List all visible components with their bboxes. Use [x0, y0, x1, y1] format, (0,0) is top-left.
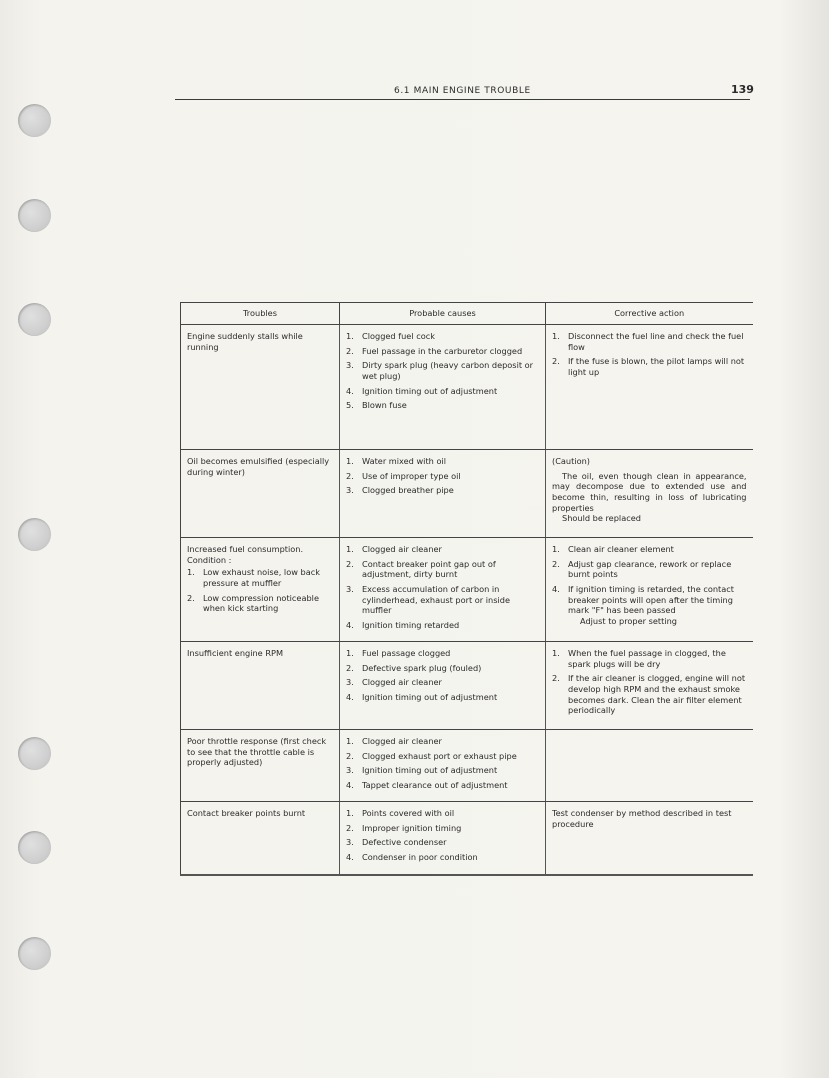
table-header-row: [181, 303, 753, 325]
caution-paragraph: The oil, even though clean in appearance, may decompose due to extended use and become thin, resulting in loss of lubricating properties: [552, 470, 747, 513]
list-item: 4. Ignition timing out of adjustment: [346, 691, 498, 702]
trouble-cell: [181, 538, 340, 642]
trouble-text: Engine suddenly stalls while running: [187, 331, 303, 352]
binder-hole: [18, 199, 51, 232]
list-item: 3. Dirty spark plug (heavy carbon deposit or wet plug): [346, 360, 534, 381]
section-title: 6.1 MAIN ENGINE TROUBLE: [394, 86, 531, 96]
trouble-text: Oil becomes emulsified (especially during winter): [187, 456, 330, 477]
page-number: 139: [731, 83, 754, 96]
list-item: 4. If ignition timing is retarded, the contact breaker points will open after the timing mark "F" has been passed: [552, 583, 734, 616]
list-item: 5. Blown fuse: [346, 400, 407, 411]
list-item: 2. Fuel passage in the carburetor clogged: [346, 345, 523, 356]
list-item: 3. Ignition timing out of adjustment: [346, 765, 498, 776]
list-item: 3. Defective condenser: [346, 837, 447, 848]
list-item: 1. Points covered with oil: [346, 808, 455, 818]
caution-label: (Caution): [552, 456, 590, 466]
list-item: 1. Water mixed with oil: [346, 456, 447, 466]
list-item: 1. Disconnect the fuel line and check the fuel flow: [552, 331, 744, 352]
list-item: 2. If the air cleaner is clogged, engine will not develop high RPM and the exhaust smoke becomes dark. Clean the air filter element periodically: [552, 673, 746, 716]
binder-hole: [18, 937, 51, 970]
trouble-cell: [181, 802, 340, 875]
list-item: 3. Clogged breather pipe: [346, 485, 454, 496]
trouble-cell: [181, 730, 340, 802]
list-item: 2. Clogged exhaust port or exhaust pipe: [346, 750, 517, 761]
list-item: 4. Ignition timing retarded: [346, 619, 460, 630]
causes-cell: [340, 642, 546, 730]
binder-hole: [18, 831, 51, 864]
table-row: [181, 730, 753, 802]
list-item: 2. Improper ignition timing: [346, 822, 462, 833]
trouble-cell: [181, 642, 340, 730]
causes-cell: [340, 538, 546, 642]
list-item: 3. Clogged air cleaner: [346, 677, 442, 688]
action-note: Should be replaced: [562, 513, 641, 524]
list-item: 1. Clogged air cleaner: [346, 736, 442, 746]
binder-hole: [18, 104, 51, 137]
trouble-text: Contact breaker points burnt: [187, 808, 306, 818]
list-item: 2. Low compression noticeable when kick starting: [187, 592, 319, 614]
actions-cell: [546, 730, 753, 802]
list-item: 1. Clogged air cleaner: [346, 544, 442, 554]
condition-label: Condition :: [187, 554, 232, 565]
list-item: 4. Ignition timing out of adjustment: [346, 385, 498, 396]
actions-cell: [546, 642, 753, 730]
list-item: 1. Fuel passage clogged: [346, 648, 451, 658]
column-header-causes: Probable causes: [340, 303, 546, 325]
trouble-cell: [181, 325, 340, 450]
troubleshooting-table: [180, 302, 753, 876]
trouble-text: Poor throttle response (first check to see that the throttle cable is properly adjusted): [187, 736, 327, 768]
list-item: 2. Adjust gap clearance, rework or replace burnt points: [552, 558, 732, 580]
actions-cell: [546, 802, 753, 875]
list-item: 4. Condenser in poor condition: [346, 851, 478, 862]
list-item: 1. Clogged fuel cock: [346, 331, 435, 341]
table-row: [181, 642, 753, 730]
list-item: 1. Clean air cleaner element: [552, 544, 674, 554]
actions-cell: [546, 450, 753, 538]
list-item: 1. Low exhaust noise, low back pressure at muffler: [187, 567, 320, 588]
header-rule: [175, 99, 750, 100]
list-item: 3. Excess accumulation of carbon in cylinderhead, exhaust port or inside muffler: [346, 583, 511, 616]
trouble-text: Increased fuel consumption.: [187, 544, 304, 554]
actions-cell: [546, 325, 753, 450]
causes-cell: [340, 802, 546, 875]
action-note: Adjust to proper setting: [580, 615, 677, 626]
list-item: 4. Tappet clearance out of adjustment: [346, 779, 508, 790]
table-row: [181, 538, 753, 642]
causes-cell: [340, 730, 546, 802]
actions-cell: [546, 538, 753, 642]
table-row: [181, 450, 753, 538]
causes-cell: [340, 325, 546, 450]
list-item: 1. When the fuel passage in clogged, the spark plugs will be dry: [552, 648, 726, 669]
list-item: 2. Use of improper type oil: [346, 470, 461, 481]
binder-hole: [18, 303, 51, 336]
binder-hole: [18, 518, 51, 551]
column-header-troubles: Troubles: [181, 303, 340, 325]
binder-hole: [18, 737, 51, 770]
column-header-actions: Corrective action: [546, 303, 753, 325]
list-item: 2. If the fuse is blown, the pilot lamps will not light up: [552, 356, 745, 377]
action-text: Test condenser by method described in test procedure: [552, 808, 732, 829]
trouble-text: Insufficient engine RPM: [187, 648, 284, 658]
trouble-cell: [181, 450, 340, 538]
causes-cell: [340, 450, 546, 538]
table-row: [181, 325, 753, 450]
list-item: 2. Defective spark plug (fouled): [346, 662, 482, 673]
list-item: 2. Contact breaker point gap out of adjustment, dirty burnt: [346, 558, 496, 580]
table-row: [181, 802, 753, 875]
